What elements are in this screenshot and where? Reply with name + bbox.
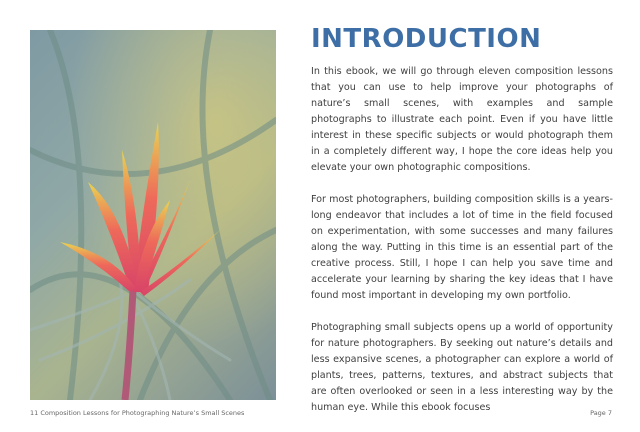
body-text bbox=[311, 64, 613, 432]
bromeliad-photo bbox=[30, 30, 276, 400]
paragraph: In this ebook, we will go through eleven composition lessons that you can use to help improve your photographs of nature’s small scenes, with examples and sample photographs to illustrate each point. Even if you have little interest in these specific subjects or would photograph them in a completely different way, I hope the core ideas help you elevate your own photographic compositions. bbox=[311, 66, 613, 173]
paragraph: Photographing small subjects opens up a world of opportunity for nature photographers. By seeking out nature’s details and less expansive scenes, a photographer can explore a world of plants, trees, patterns, textures, and abstract subjects that are often overlooked or seen in a less interesting way by the human eye. While this ebook focuses bbox=[311, 322, 613, 413]
page-number: Page 7 bbox=[590, 409, 612, 417]
footer-book-title: 11 Composition Lessons for Photographing Nature’s Small Scenes bbox=[30, 409, 245, 417]
page-title: INTRODUCTION bbox=[311, 24, 542, 54]
paragraph: For most photographers, building composition skills is a years-long endeavor that includes a lot of time in the field focused on experimentation, with some successes and many failures along the way. Putting in this time is an essential part of the creative process. Still, I hope I can help you save time and accelerate your learning by sharing the key ideas that I have found most important in developing my own portfolio. bbox=[311, 194, 613, 301]
